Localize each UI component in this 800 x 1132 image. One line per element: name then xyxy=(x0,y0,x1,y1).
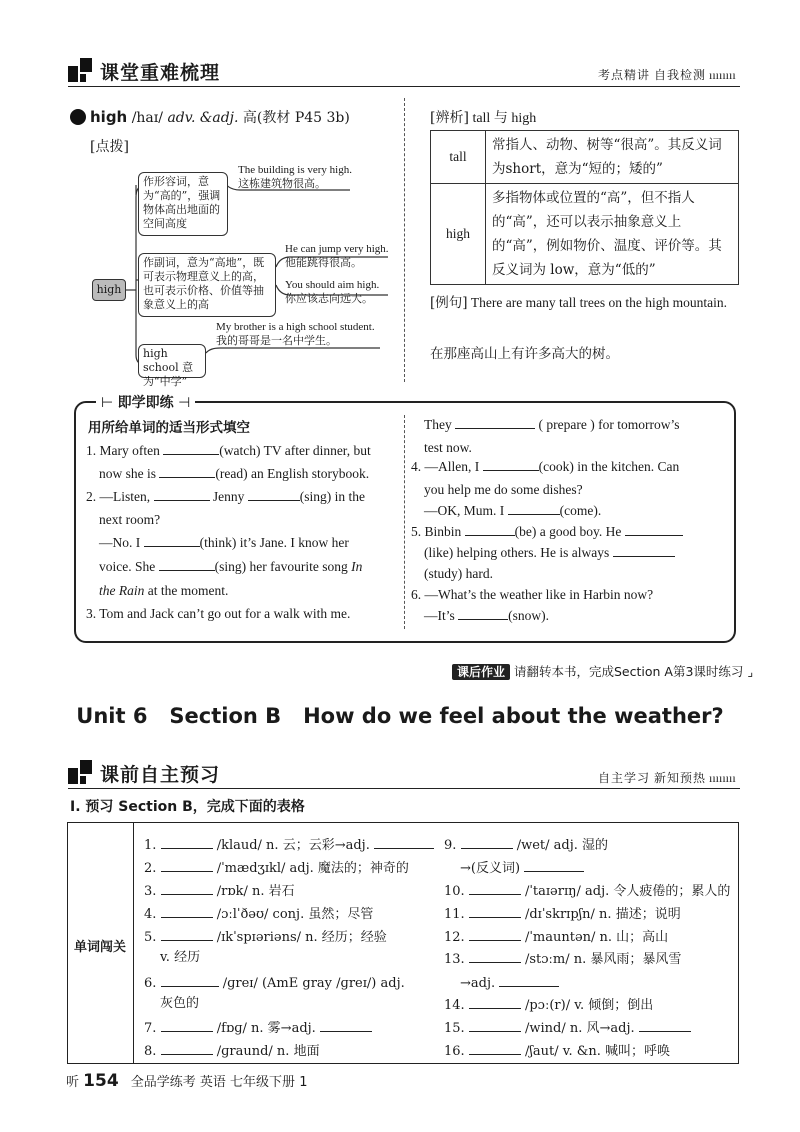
vocab-blank-3[interactable] xyxy=(161,880,213,895)
dianbo-label: [点拨] xyxy=(90,139,129,155)
q4-blank1[interactable] xyxy=(483,456,539,471)
vocab-3: 3. /rɒk/ n. 岩石 xyxy=(144,880,295,902)
vocab-9b: →(反义词) xyxy=(460,857,584,879)
q2-blank2[interactable] xyxy=(248,486,300,501)
practice-title: ⊢ 即学即练 ⊣ xyxy=(96,392,195,412)
q2-blank3[interactable] xyxy=(144,532,200,547)
mindmap-b3-example: My brother is a high school student. 我的哥哥是一名中学生。 xyxy=(216,321,375,347)
q2-line4: voice. She (sing) her favourite song In xyxy=(99,556,362,578)
q5-line2: (like) helping others. He is always xyxy=(424,542,675,564)
q4-line1: 4. —Allen, I (cook) in the kitchen. Can xyxy=(411,456,679,478)
high-entry: high /haɪ/ adv. &adj. 高(教材 P45 3b) xyxy=(90,108,350,126)
q5-line3: (study) hard. xyxy=(424,566,493,581)
q5-blank1[interactable] xyxy=(465,521,515,536)
q2-blank1[interactable] xyxy=(154,486,210,501)
bianxi-desc-high: 多指物体或位置的“高”，但不指人的“高”，还可以表示抽象意义上的“高”，例如物价、温度、评价等。其反义词为 low，意为“低的” xyxy=(486,184,739,285)
vocab-blank-9[interactable] xyxy=(461,834,513,849)
vocab-8: 8. /ɡraund/ n. 地面 xyxy=(144,1040,320,1062)
vocab-blank-15[interactable] xyxy=(469,1017,521,1032)
bianxi-desc-tall: 常指人、动物、树等“很高”。其反义词为short，意为“短的；矮的” xyxy=(486,131,739,184)
vocab-blank-9b[interactable] xyxy=(524,857,584,872)
bianxi-example: [例句] There are many tall trees on the high mountain. xyxy=(430,295,727,311)
q3-line2: They ( prepare ) for tomorrow’s xyxy=(424,414,679,436)
vocab-15: 15. /wind/ n. 风→adj. xyxy=(444,1017,691,1039)
vocab-table-divider xyxy=(133,822,134,1064)
bianxi-word-high: high xyxy=(431,184,486,285)
vocab-blank-13[interactable] xyxy=(469,948,521,963)
q2-line1: 2. —Listen, Jenny (sing) in the xyxy=(86,486,365,508)
vocab-13b: →adj. xyxy=(460,972,559,994)
vocab-7: 7. /fɒɡ/ n. 雾→adj. xyxy=(144,1017,372,1039)
section-header-right-2: 自主学习 新知预热 ıııııııı xyxy=(598,771,736,785)
practice-instruction: 用所给单词的适当形式填空 xyxy=(88,420,250,436)
section-title-1: 课堂重难梳理 xyxy=(100,62,221,84)
vocab-blank-16[interactable] xyxy=(469,1040,521,1055)
vocab-blank-2[interactable] xyxy=(161,857,213,872)
vocab-blank-6[interactable] xyxy=(161,972,219,987)
q4-line3: —OK, Mum. I (come). xyxy=(424,500,601,522)
vocab-9: 9. /wet/ adj. 湿的 xyxy=(444,834,608,856)
vocab-blank-12[interactable] xyxy=(469,926,521,941)
section-header-right-1: 考点精讲 自我检测 ıııııııı xyxy=(598,68,736,82)
q1-blank1[interactable] xyxy=(163,440,219,455)
mindmap-b2-example1: He can jump very high. 他能跳得很高。 xyxy=(285,243,389,269)
vocab-side-label: 单词闯关 xyxy=(73,940,126,955)
vocab-blank-1[interactable] xyxy=(161,834,213,849)
q6-line2: —It’s (snow). xyxy=(424,605,549,627)
vocab-13: 13. /stɔːm/ n. 暴风雨；暴风雪 xyxy=(444,948,681,970)
section-logo-icon xyxy=(68,58,94,82)
vocab-12: 12. /ˈmauntən/ n. 山；高山 xyxy=(444,926,668,948)
q5-blank3[interactable] xyxy=(613,542,675,557)
header-rule-2 xyxy=(68,788,740,789)
vocab-blank-14[interactable] xyxy=(469,994,521,1009)
vocab-1: 1. /klaud/ n. 云；云彩→adj. xyxy=(144,834,434,856)
vocab-blank-8[interactable] xyxy=(161,1040,213,1055)
preview-title: Ⅰ. 预习 Section B，完成下面的表格 xyxy=(70,799,305,815)
vocab-16: 16. /ʃaut/ v. &n. 喊叫；呼唤 xyxy=(444,1040,670,1062)
vocab-6b: 灰色的 xyxy=(160,996,200,1011)
mindmap-center: high xyxy=(92,279,126,301)
unit-title: Unit 6 Section B How do we feel about the weather? xyxy=(76,704,724,728)
practice-box-divider xyxy=(404,415,405,629)
mindmap-branch-adv: 作副词，意为“高地”，既可表示物理意义上的高，也可表示价格、价值等抽象意义上的高 xyxy=(138,253,276,317)
vocab-blank-5[interactable] xyxy=(161,926,213,941)
vocab-4: 4. /ɔːlˈðəʊ/ conj. 虽然；尽管 xyxy=(144,903,373,925)
vocab-11: 11. /dɪˈskrɪpʃn/ n. 描述；说明 xyxy=(444,903,681,925)
entry-bullet-icon xyxy=(70,109,86,125)
vocab-blank-7[interactable] xyxy=(161,1017,213,1032)
vocab-5: 5. /ɪkˈspɪəriəns/ n. 经历；经验 xyxy=(144,926,387,948)
mindmap-b2-example2: You should aim high. 你应该志向远大。 xyxy=(285,279,380,305)
vocab-14: 14. /pɔː(r)/ v. 倾倒；倒出 xyxy=(444,994,653,1016)
section-logo-icon-2 xyxy=(68,760,94,784)
q6-line1: 6. —What’s the weather like in Harbin now? xyxy=(411,587,654,602)
vocab-blank-11[interactable] xyxy=(469,903,521,918)
q1-blank2[interactable] xyxy=(159,463,215,478)
vocab-blank-13b[interactable] xyxy=(499,972,559,987)
q6-blank1[interactable] xyxy=(458,605,508,620)
homework-note: 课后作业 请翻转本书，完成Section A第3课时练习 ⌟ xyxy=(452,662,753,680)
header-rule-1 xyxy=(68,86,740,87)
bianxi-table xyxy=(430,130,739,285)
vocab-blank-15b[interactable] xyxy=(639,1017,691,1032)
vocab-blank-10[interactable] xyxy=(469,880,521,895)
vocab-6: 6. /ɡreɪ/ (AmE gray /ɡreɪ/) adj. xyxy=(144,972,405,994)
bianxi-example-zh: 在那座高山上有许多高大的树。 xyxy=(430,346,619,362)
bianxi-word-tall: tall xyxy=(431,131,486,184)
mindmap-branch-adj: 作形容词，意为“高的”，强调物体高出地面的空间高度 xyxy=(138,172,228,236)
q3-blank1[interactable] xyxy=(455,414,535,429)
vocab-blank-4[interactable] xyxy=(161,903,213,918)
q3-line3: test now. xyxy=(424,440,472,455)
vocab-10: 10. /ˈtaɪərɪŋ/ adj. 令人疲倦的；累人的 xyxy=(444,880,730,902)
q2-blank4[interactable] xyxy=(159,556,215,571)
vocab-2: 2. /ˈmædʒɪkl/ adj. 魔法的；神奇的 xyxy=(144,857,409,879)
mindmap-branch-noun: high school 意为“中学” xyxy=(138,344,206,378)
vocab-blank-7b[interactable] xyxy=(320,1017,372,1032)
section-title-2: 课前自主预习 xyxy=(100,764,221,786)
vocab-5b: v. 经历 xyxy=(160,950,201,965)
q1-line1: 1. Mary often (watch) TV after dinner, but xyxy=(86,440,371,462)
q4-line2: you help me do some dishes? xyxy=(424,482,583,497)
vocab-blank-1b[interactable] xyxy=(374,834,434,849)
page-footer: 听 154 全品学练考 英语 七年级下册 1 xyxy=(66,1071,308,1091)
q5-blank2[interactable] xyxy=(625,521,683,536)
bianxi-title: [辨析] tall 与 high xyxy=(430,110,537,126)
q5-line1: 5. Binbin (be) a good boy. He xyxy=(411,521,683,543)
q1-line2: now she is (read) an English storybook. xyxy=(99,463,369,485)
homework-tag: 课后作业 xyxy=(452,664,510,680)
q2-line5: the Rain at the moment. xyxy=(99,583,229,598)
q3-line1: 3. Tom and Jack can’t go out for a walk with me. xyxy=(86,606,351,621)
q2-line3: —No. I (think) it’s Jane. I know her xyxy=(99,532,349,554)
page-number: 154 xyxy=(83,1071,119,1091)
mindmap-b1-example: The building is very high. 这栋建筑物很高。 xyxy=(238,164,352,190)
q2-line2: next room? xyxy=(99,512,161,527)
q4-blank2[interactable] xyxy=(508,500,560,515)
